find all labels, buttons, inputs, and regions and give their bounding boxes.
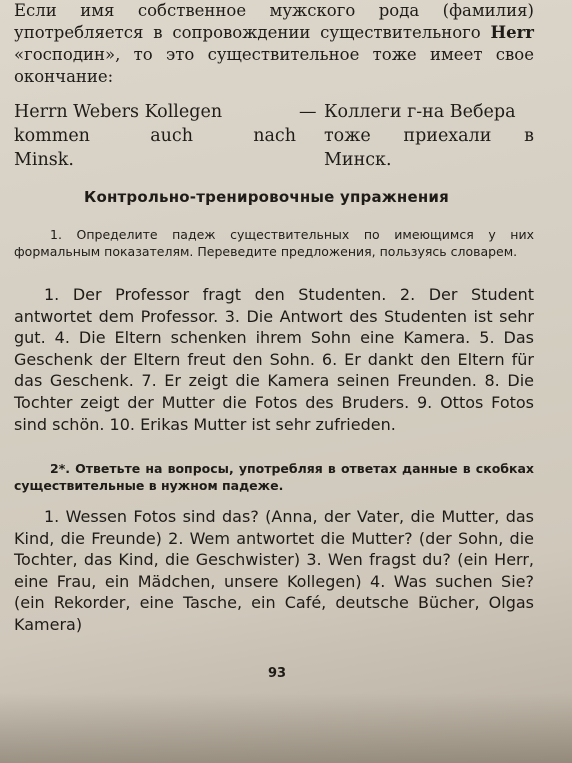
exercise2-text: 1. Wessen Fotos sind das? (Anna, der Vater, die Mutter, das Kind, die Freunde) 2. Wem antwortet die Mutter? (der Sohn, die Tochter, das Kind, die Geschwister) 3. Wen fragst du? (ein Herr, eine Frau, ein Mädchen, unsere Kollegen) 4. Was suchen Sie? (ein Rekorder, eine Tasche, ein Café, deutsche Bücher, Olgas Kamera) — [14, 507, 534, 634]
example-russian-line-3: Минск. — [324, 150, 392, 170]
exercise2-instruction: 2*. Ответьте на вопросы, употребляя в ответах данные в скобках существительные в нужном падеже. — [14, 461, 534, 493]
bottom-shadow — [0, 693, 572, 763]
example-dash: — — [299, 102, 317, 122]
example-russian — [324, 100, 534, 172]
page-number: 93 — [268, 666, 287, 681]
example-german-line-3: Minsk. — [14, 150, 74, 170]
example-german — [14, 100, 296, 172]
intro-text-part1: Если имя собственное мужского рода (фамилия) употребляется в сопровождении существительного — [14, 1, 534, 42]
intro-text-part2: «господин», то это существительное тоже имеет свое окончание: — [14, 45, 534, 86]
exercise1-instruction: 1. Определите падеж существительных по имеющимся у них формальным показателям. Переведите предложения, пользуясь словарем. — [14, 227, 534, 259]
example-russian-line-1: Коллеги г-на Вебера — [324, 102, 516, 122]
intro-herr-bold: Herr — [490, 23, 534, 42]
exercise1-text: 1. Der Professor fragt den Studenten. 2. Der Student antwortet dem Professor. 3. Die Antwort des Studenten ist sehr gut. 4. Die Eltern schenken ihrem Sohn eine Kamera. 5. Das Geschenk der Eltern freut den Sohn. 6. Er dankt den Eltern für das Geschenk. 7. Er zeigt die Kamera seinen Freunden. 8. Die Tochter zeigt der Mutter die Fotos des Bruders. 9. Ottos Fotos sind schön. 10. Erikas Mutter ist sehr zufrieden. — [14, 285, 534, 434]
example-russian-line-2-text: тоже приехали в — [324, 126, 534, 146]
section-title: Контрольно-тренировочные упражнения — [84, 188, 449, 206]
intro-paragraph — [14, 0, 534, 88]
example-german-line-2-text: kommen auch nach — [14, 126, 296, 146]
example-german-line-1: Herrn Webers Kollegen — [14, 102, 223, 122]
example-german-line-2 — [14, 124, 296, 148]
example-russian-line-2 — [324, 124, 534, 148]
